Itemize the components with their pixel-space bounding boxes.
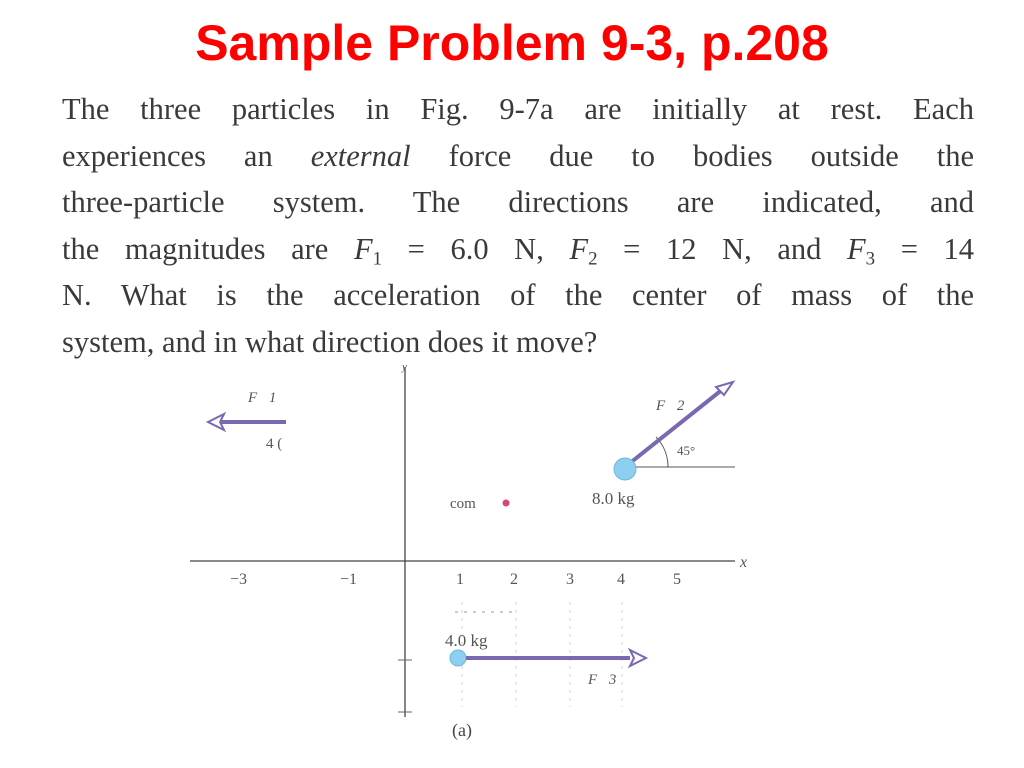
figure-caption: (a)	[452, 720, 472, 740]
f3-symbol: F	[846, 231, 866, 266]
f1-label: F⃗1	[248, 390, 277, 406]
x-axis-label: x	[740, 554, 748, 571]
tick-label-neg3: −3	[230, 571, 248, 588]
m3-label: 4.0 kg	[445, 631, 488, 650]
particle-8kg	[614, 458, 636, 480]
problem-line-3: three-particle system. The directions are indicated, and	[62, 185, 974, 219]
m1-partial-label: 4 (	[266, 436, 283, 452]
problem-statement	[62, 86, 974, 365]
f1-symbol: F	[353, 231, 373, 266]
tick-label-4: 4	[617, 571, 625, 588]
f2-label: F⃗2	[656, 398, 685, 414]
f3-arrowhead	[630, 650, 646, 666]
tick-label-neg1: −1	[340, 571, 358, 588]
f2-symbol: F	[569, 231, 589, 266]
y-axis-label: y	[402, 362, 407, 373]
angle-label: 45°	[677, 443, 696, 458]
problem-line-2: experiences an external force due to bodies outside the	[62, 138, 974, 173]
tick-label-2: 2	[510, 571, 518, 588]
tick-label-1: 1	[456, 571, 464, 588]
f3-label: F⃗3	[588, 672, 617, 688]
particle-4kg	[450, 650, 466, 666]
figure-9-7a	[190, 362, 770, 722]
slide-title: Sample Problem 9-3, p.208	[195, 15, 829, 71]
com-label: com	[450, 496, 476, 512]
problem-line-5: N. What is the acceleration of the center of mass of the	[62, 278, 974, 312]
problem-line-6: system, and in what direction does it move?	[62, 324, 598, 359]
problem-line-1: The three particles in Fig. 9-7a are initially at rest. Each	[62, 92, 974, 126]
tick-label-5: 5	[673, 571, 681, 588]
com-dot	[503, 500, 510, 507]
problem-line-4: the magnitudes are $F_1 = 6.0$ N, $F_2 = 12$ N, and $F_3 = 14$	[62, 231, 974, 270]
tick-label-3: 3	[566, 571, 574, 588]
m2-label: 8.0 kg	[592, 489, 635, 508]
